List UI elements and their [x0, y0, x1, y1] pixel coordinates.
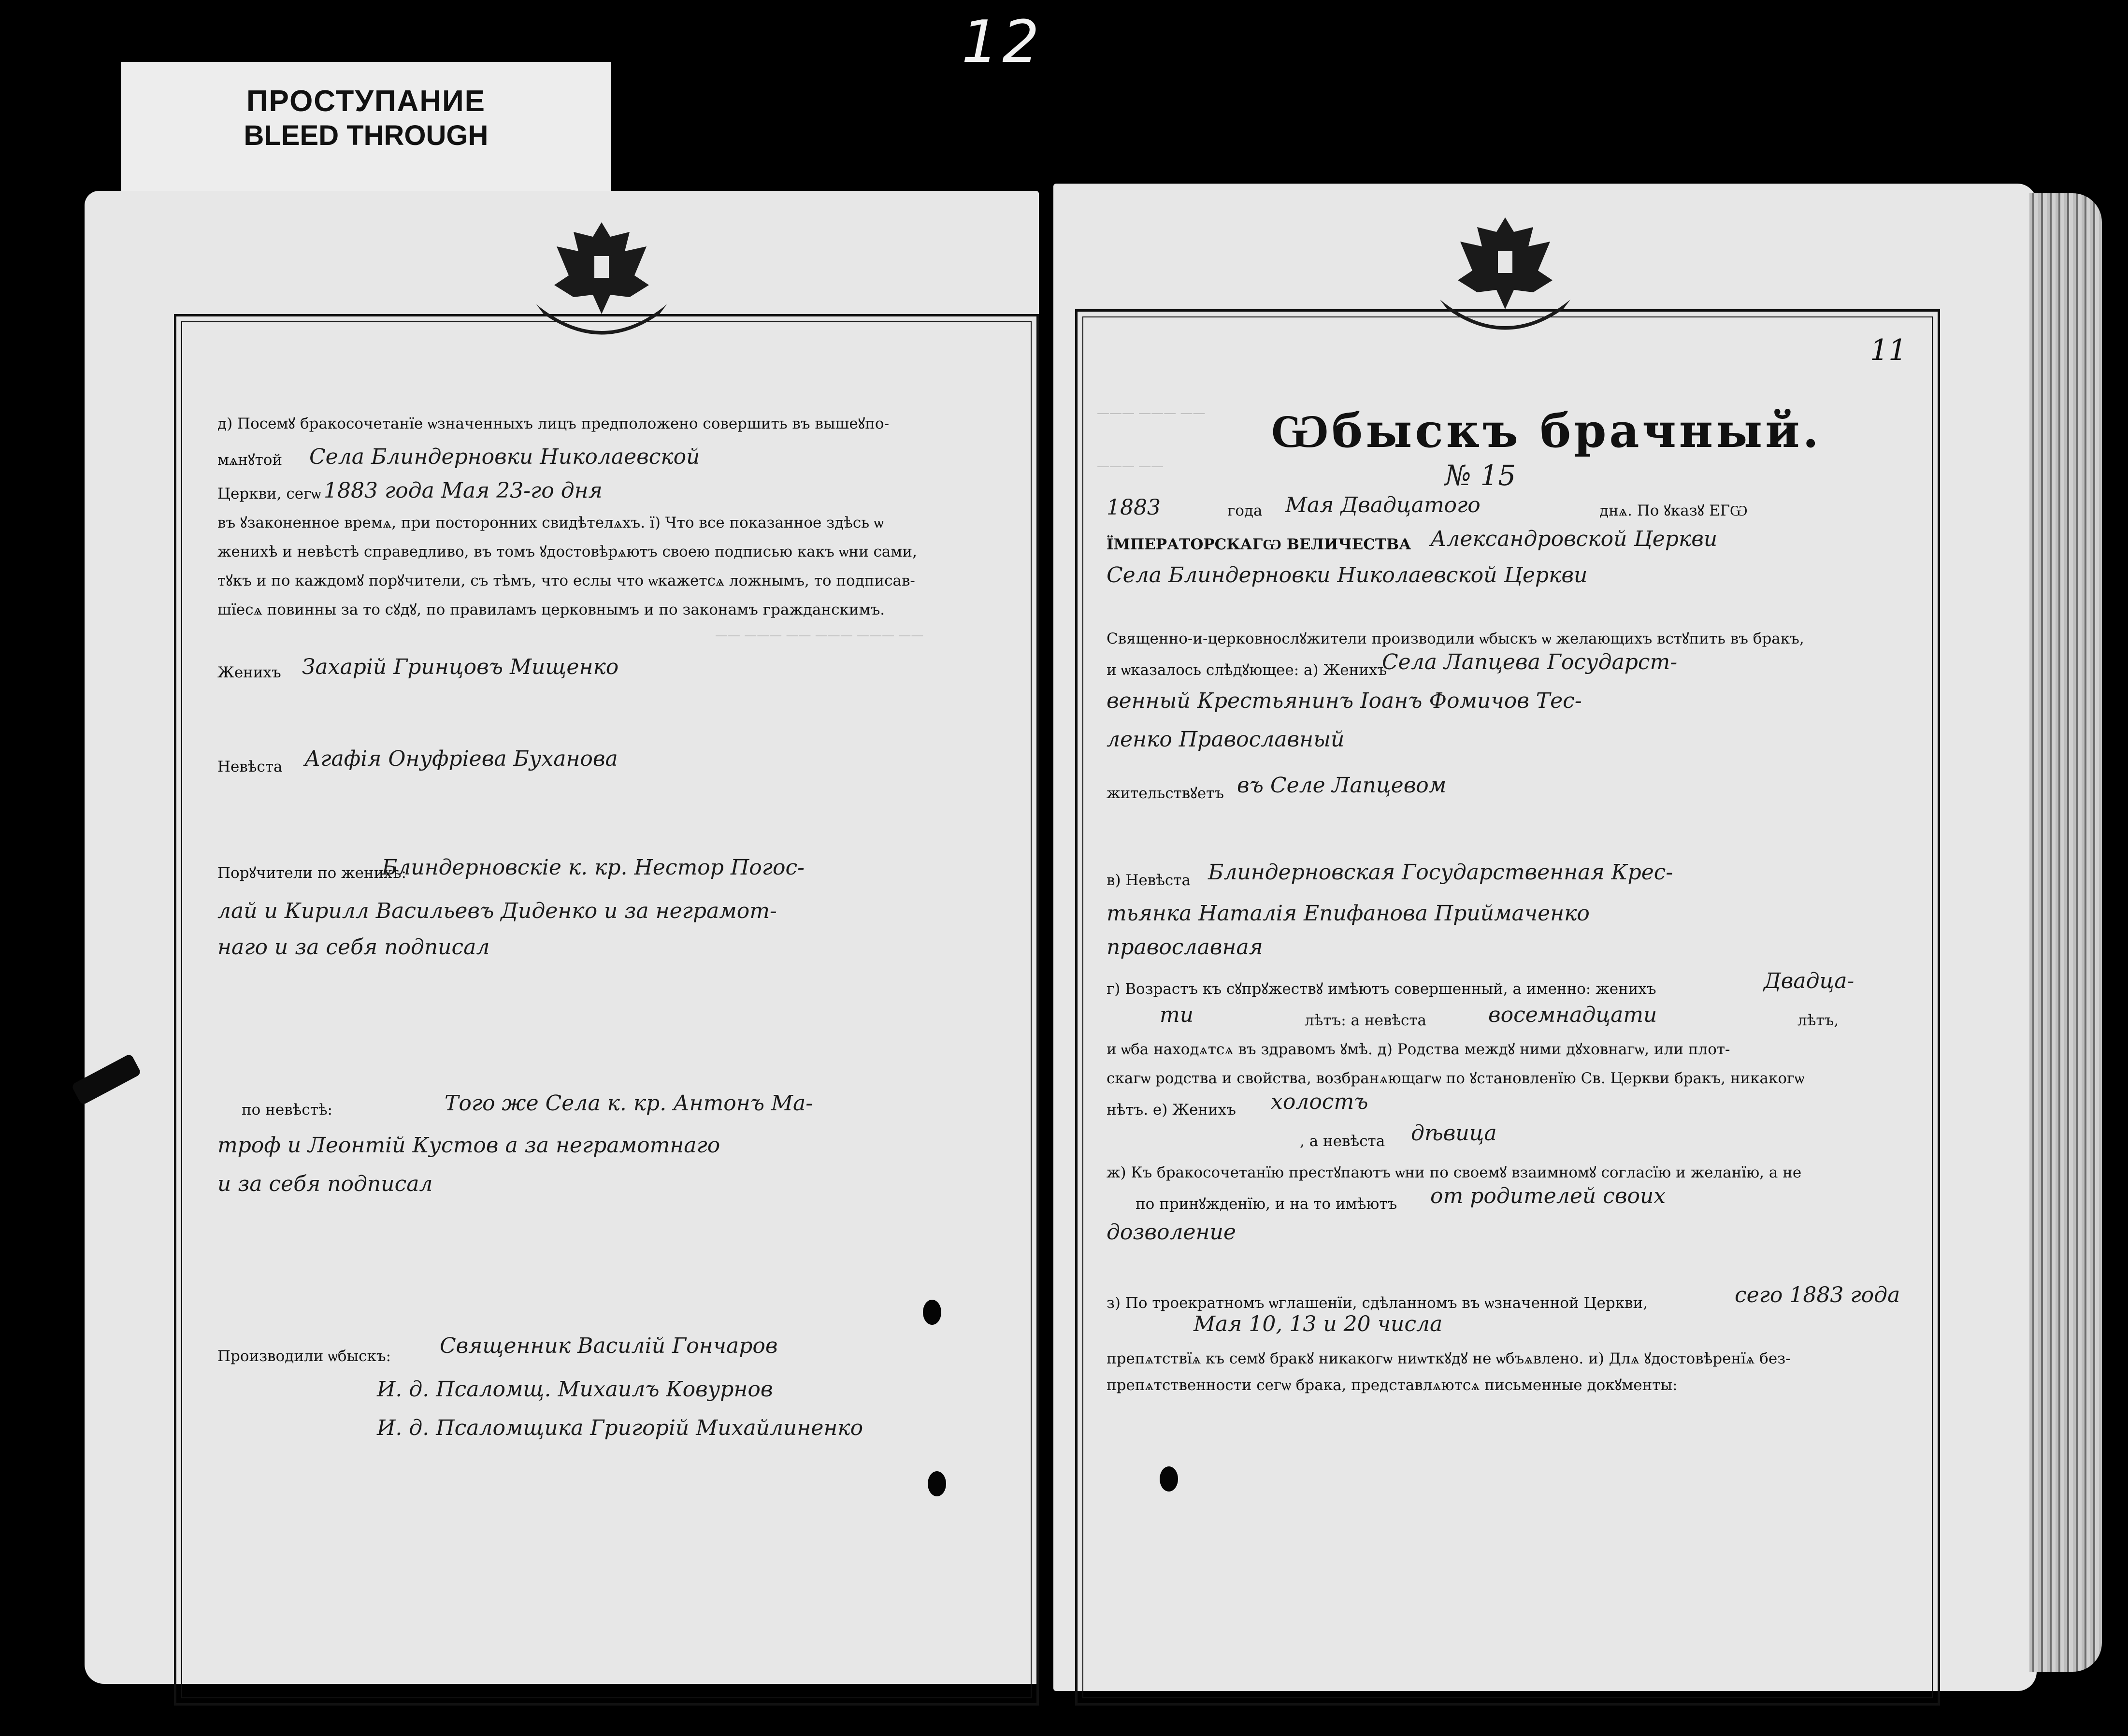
right-line18: ж) Къ бракосочетанїю престꙋпаютъ ѡни по своемꙋ взаимномꙋ согласїю и желанїю, а не — [1107, 1164, 1802, 1181]
binding-hole — [928, 1471, 946, 1496]
groom-label: Женихъ — [217, 664, 281, 681]
groom-guarantors-hw-line2: лай и Кирилл Васильевъ Диденко и за неграмот- — [217, 899, 777, 923]
bride-label-right: в) Невѣста — [1107, 872, 1191, 889]
church-handwritten: Александровской Церкви — [1430, 527, 1718, 551]
document-title: Ѡбыскъ брачный. — [1271, 403, 1822, 458]
groom-status-handwritten: холостъ — [1271, 1090, 1368, 1114]
label-english: BLEED THROUGH — [244, 120, 489, 151]
left-para-d-line5: женихѣ и невѣстѣ справедливо, въ томъ ꙋдостовѣрѧютъ своею подписью какъ ѡни сами, — [217, 543, 917, 560]
banns-dates-handwritten: Мая 10, 13 и 20 числа — [1193, 1312, 1443, 1336]
year-handwritten: 1883 — [1107, 495, 1161, 520]
groom-age-handwritten: Двадца- — [1764, 969, 1855, 993]
residence-handwritten: въ Селе Лапцевом — [1237, 773, 1447, 798]
right-line24: препѧтственности сегѡ брака, представлѧютсѧ письменные докꙋменты: — [1107, 1377, 1678, 1394]
right-line16-text: нѣтъ. е) Женихъ — [1107, 1101, 1236, 1119]
right-line1-decree: днѧ. По ꙋказꙋ ЕГѠ — [1599, 502, 1748, 519]
left-para-d-line2: мѧнꙋтой — [217, 451, 283, 469]
permission-handwritten: дозволение — [1107, 1220, 1236, 1245]
bride-origin-handwritten: Блиндерновская Государственная Крес- — [1208, 860, 1673, 885]
right-line14: и ѡба находѧтсѧ въ здравомъ ꙋмѣ. д) Родства междꙋ ними дꙋховнагѡ, или плот- — [1107, 1041, 1730, 1058]
examiner-priest-signature: Священник Василій Гончаров — [440, 1334, 778, 1358]
examiner-psalmist2-signature: И. д. Псаломщика Григорій Михайлиненко — [377, 1416, 863, 1440]
bride-name-right-handwritten: тьянка Наталія Епифанова Приймаченко — [1107, 901, 1590, 926]
left-para-d-line4: въ ꙋзаконенное времѧ, при посторонних свидѣтелѧхъ. ї) Что все показанное здѣсь ѡ — [217, 514, 884, 531]
right-age-line: г) Возрастъ къ сꙋпрꙋжествꙋ имѣютъ совершенный, а именно: женихъ — [1107, 980, 1656, 998]
left-date-handwritten: 1883 года Мая 23-го дня — [324, 478, 603, 503]
left-imperial-eagle-emblem — [522, 213, 681, 348]
bleed-through-ghost-text: —— ——— —— ——— ——— —— — [715, 628, 924, 643]
book-page-edges — [2029, 193, 2102, 1672]
right-imperial-eagle-emblem — [1425, 208, 1585, 343]
left-para-d-line3: Церкви, сегѡ — [217, 485, 321, 502]
right-line17-text: , а невѣста — [1300, 1133, 1385, 1150]
eagle-icon — [522, 213, 681, 348]
record-number-handwritten: № 15 — [1445, 459, 1516, 492]
bride-guarantors-hw-line1: Того же Села к. кр. Антонъ Ма- — [445, 1091, 813, 1116]
right-years-text: лѣтъ, — [1797, 1012, 1839, 1029]
right-line1-text: года — [1227, 502, 1263, 519]
groom-name-handwritten: Захарій Гринцовъ Мищенко — [302, 655, 619, 679]
groom-age-end-handwritten: ти — [1160, 1003, 1194, 1027]
examiners-label: Производили ѡбыскъ: — [217, 1348, 391, 1365]
examiner-psalmist-signature: И. д. Псаломщ. Михаилъ Ковурнов — [377, 1377, 773, 1402]
bride-guarantors-hw-line2: троф и Леонтій Кустов а за неграмотнаго — [217, 1133, 720, 1158]
right-line19-text: по принꙋжденїю, и на то имѣютъ — [1136, 1195, 1397, 1213]
groom-guarantors-hw-line3: наго и за себя подписал — [217, 935, 490, 960]
bleed-through-ghost-text: ——— —— — [1097, 459, 1164, 473]
right-line15: скагѡ родства и свойства, возбранѧющагѡ по ꙋстановленїю Св. Церкви бракъ, никакогѡ — [1107, 1070, 1804, 1087]
frame-number: 12 — [962, 9, 1043, 76]
left-para-d-line6: тꙋкъ и по каждомꙋ порꙋчители, съ тѣмъ, что еслы что ѡкажетсѧ ложнымъ, то подписав- — [217, 572, 915, 589]
bride-label: Невѣста — [217, 758, 283, 775]
left-church-handwritten: Села Блиндерновки Николаевской — [309, 445, 700, 469]
right-line21-text: з) По троекратномъ ѡглашенїи, сдѣланномъ въ ѡзначенной Церкви, — [1107, 1294, 1648, 1312]
bride-guarantors-hw-line3: и за себя подписал — [217, 1172, 433, 1196]
right-bride-age-text: лѣтъ: а невѣста — [1305, 1012, 1427, 1029]
binding-hole — [923, 1300, 941, 1325]
left-para-d-line1: д) Посемꙋ бракосочетанїе ѡзначенныхъ лицъ предположено совершить въ вышеꙋпо- — [217, 415, 890, 432]
left-para-d-line7: шїесѧ повинны за то сꙋдꙋ, по правиламъ церковнымъ и по законамъ гражданскимъ. — [217, 601, 885, 618]
right-line23: препѧтствїѧ къ семꙋ бракꙋ никакогѡ ниѡткꙋдꙋ не ѡбъѧвлено. и) Длѧ ꙋдостовѣренїѧ без- — [1107, 1350, 1791, 1367]
bleed-through-label — [121, 62, 611, 203]
imperial-majesty-text: ЇМПЕРАТОРСКАГѠ ВЕЛИЧЕСТВА — [1107, 536, 1411, 553]
eagle-icon — [1425, 208, 1585, 343]
bleed-through-ghost-text: ——— ——— —— — [1097, 406, 1206, 420]
day-handwritten: Мая Двадцатого — [1285, 493, 1481, 517]
groom-origin-handwritten: Села Лапцева Государст- — [1382, 650, 1678, 674]
bride-religion-handwritten: православная — [1107, 935, 1263, 960]
banns-year-handwritten: сего 1883 года — [1735, 1283, 1900, 1307]
bride-guarantors-label: по невѣстѣ: — [242, 1101, 332, 1119]
village-church-handwritten: Села Блиндерновки Николаевской Церкви — [1107, 563, 1588, 588]
binding-hole — [1160, 1466, 1178, 1492]
bride-name-handwritten: Агафія Онуфріева Буханова — [304, 746, 618, 771]
bride-status-handwritten: дѣвица — [1411, 1121, 1497, 1146]
right-line4: Священно-и-церковнослꙋжители производили ѡбыскъ ѡ желающихъ встꙋпить въ бракъ, — [1107, 630, 1804, 647]
residence-label: жительствꙋетъ — [1107, 785, 1224, 802]
groom-guarantors-hw-line1: Блиндерновскіе к. кр. Нестор Погос- — [382, 855, 805, 880]
groom-name-right-handwritten: венный Крестьянинъ Іоанъ Фомичов Тес- — [1107, 689, 1582, 713]
groom-guarantors-label: Порꙋчители по женихѣ: — [217, 864, 406, 882]
page-number-handwritten: 11 — [1870, 333, 1907, 367]
parents-consent-handwritten: от родителей своих — [1430, 1184, 1666, 1208]
right-line5-text: и ѡказалось слѣдꙋющее: а) Женихъ — [1107, 661, 1387, 679]
bride-age-handwritten: восемнадцати — [1488, 1003, 1657, 1027]
label-russian: ПРОСТУПАНИЕ — [246, 85, 486, 118]
groom-religion-handwritten: ленко Православный — [1107, 727, 1345, 752]
